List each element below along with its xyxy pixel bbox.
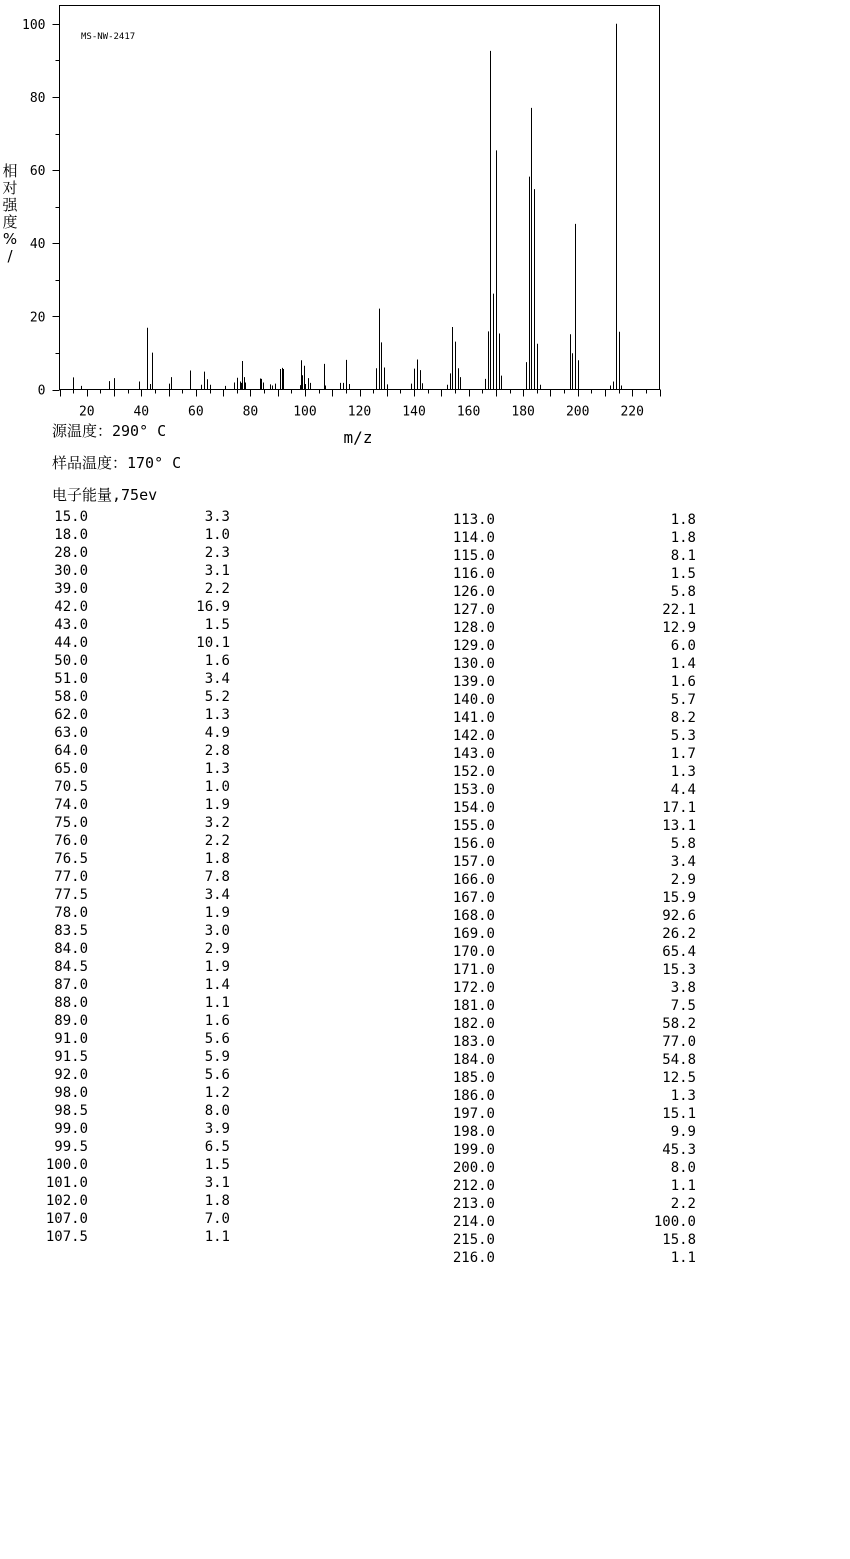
peak-row xyxy=(446,637,706,655)
source-temperature: 源温度：290° C xyxy=(52,422,167,440)
peak-abundance: 5.9 xyxy=(204,1049,230,1065)
peak-abundance: 15.1 xyxy=(662,1106,696,1122)
peak-mz: 167.0 xyxy=(452,890,495,906)
peak-mz: 154.0 xyxy=(452,800,495,816)
peak-row xyxy=(40,1120,240,1138)
peak-abundance: 5.8 xyxy=(670,584,696,600)
peak-abundance: 45.3 xyxy=(662,1142,696,1158)
peak-abundance: 1.6 xyxy=(204,1013,230,1029)
peak-mz: 30.0 xyxy=(54,563,88,579)
peak-mz: 172.0 xyxy=(452,980,495,996)
peak-row xyxy=(446,1087,706,1105)
peak-row xyxy=(40,598,240,616)
peak-row xyxy=(446,1051,706,1069)
peak-row xyxy=(446,547,706,565)
peak-abundance: 3.9 xyxy=(204,1121,230,1137)
peak-row xyxy=(446,871,706,889)
peak-abundance: 3.4 xyxy=(204,671,230,687)
peak-abundance: 1.1 xyxy=(670,1178,696,1194)
peak-abundance: 3.8 xyxy=(670,980,696,996)
peak-abundance: 5.8 xyxy=(670,836,696,852)
peak-abundance: 54.8 xyxy=(662,1052,696,1068)
peak-row xyxy=(40,1030,240,1048)
peak-mz: 197.0 xyxy=(452,1106,495,1122)
peak-abundance: 1.3 xyxy=(670,764,696,780)
peak-mz: 101.0 xyxy=(45,1175,88,1191)
peak-mz: 107.0 xyxy=(45,1211,88,1227)
x-tick-label: 220 xyxy=(620,404,644,420)
peak-mz: 127.0 xyxy=(452,602,495,618)
peak-mz: 84.5 xyxy=(54,959,88,975)
peak-abundance: 26.2 xyxy=(662,926,696,942)
x-tick-label: 80 xyxy=(242,404,259,420)
x-tick-label: 20 xyxy=(78,404,95,420)
electron-energy: 电子能量,75ev xyxy=(52,486,158,504)
peak-row xyxy=(446,655,706,673)
peak-abundance: 15.8 xyxy=(662,1232,696,1248)
peak-abundance: 3.2 xyxy=(204,815,230,831)
peak-mz: 140.0 xyxy=(452,692,495,708)
peak-abundance: 6.5 xyxy=(204,1139,230,1155)
peak-row xyxy=(40,526,240,544)
peak-mz: 213.0 xyxy=(452,1196,495,1212)
x-tick-label: 180 xyxy=(511,404,535,420)
y-tick-label: 20 xyxy=(29,310,46,326)
peak-abundance: 17.1 xyxy=(662,800,696,816)
y-label-char: 相 xyxy=(2,162,18,180)
peak-abundance: 1.8 xyxy=(204,1193,230,1209)
peak-mz: 216.0 xyxy=(452,1250,495,1266)
peak-row xyxy=(40,850,240,868)
peak-mz: 102.0 xyxy=(45,1193,88,1209)
peak-mz: 70.5 xyxy=(54,779,88,795)
peak-mz: 156.0 xyxy=(452,836,495,852)
peak-abundance: 9.9 xyxy=(670,1124,696,1140)
peak-mz: 198.0 xyxy=(452,1124,495,1140)
peak-abundance: 12.5 xyxy=(662,1070,696,1086)
peak-bars xyxy=(74,24,622,390)
peak-row xyxy=(40,994,240,1012)
peak-abundance: 1.1 xyxy=(670,1250,696,1266)
peak-mz: 65.0 xyxy=(54,761,88,777)
peak-abundance: 1.5 xyxy=(204,1157,230,1173)
peak-row xyxy=(40,670,240,688)
y-tick-label: 0 xyxy=(37,383,46,399)
peak-abundance: 92.6 xyxy=(662,908,696,924)
peak-mz: 107.5 xyxy=(45,1229,88,1245)
peak-mz: 83.5 xyxy=(54,923,88,939)
peak-row xyxy=(446,979,706,997)
plot-frame xyxy=(60,6,660,390)
peak-mz: 98.0 xyxy=(54,1085,88,1101)
peak-abundance: 1.3 xyxy=(204,761,230,777)
peak-abundance: 8.1 xyxy=(670,548,696,564)
peak-abundance: 1.0 xyxy=(204,527,230,543)
peak-row xyxy=(40,958,240,976)
peak-row xyxy=(40,706,240,724)
peak-mz: 64.0 xyxy=(54,743,88,759)
peak-row xyxy=(40,1174,240,1192)
peak-abundance: 5.6 xyxy=(204,1067,230,1083)
peak-row xyxy=(446,907,706,925)
peak-abundance: 6.0 xyxy=(670,638,696,654)
x-axis-label: m/z xyxy=(343,428,373,447)
peak-row xyxy=(446,529,706,547)
peak-row xyxy=(446,1213,706,1231)
peak-row xyxy=(40,814,240,832)
peak-abundance: 3.4 xyxy=(204,887,230,903)
peak-mz: 155.0 xyxy=(452,818,495,834)
peak-row xyxy=(40,1102,240,1120)
peak-abundance: 3.1 xyxy=(204,1175,230,1191)
peak-row xyxy=(446,1177,706,1195)
peak-row xyxy=(446,727,706,745)
y-tick-label: 40 xyxy=(29,237,46,253)
peak-row xyxy=(446,781,706,799)
peak-mz: 170.0 xyxy=(452,944,495,960)
peak-row xyxy=(446,1141,706,1159)
y-tick-label: 100 xyxy=(22,17,46,33)
peak-row xyxy=(40,904,240,922)
peak-mz: 200.0 xyxy=(452,1160,495,1176)
peak-row xyxy=(40,1084,240,1102)
peak-abundance: 1.9 xyxy=(204,959,230,975)
peak-abundance: 2.9 xyxy=(670,872,696,888)
peak-abundance: 1.1 xyxy=(204,995,230,1011)
peak-abundance: 3.3 xyxy=(204,509,230,525)
peak-abundance: 1.6 xyxy=(204,653,230,669)
peak-abundance: 1.9 xyxy=(204,905,230,921)
peak-mz: 62.0 xyxy=(54,707,88,723)
peak-row xyxy=(40,652,240,670)
peak-row xyxy=(40,760,240,778)
y-label-char: 强 xyxy=(2,196,18,214)
y-axis-ticks xyxy=(22,18,59,399)
peak-mz: 130.0 xyxy=(452,656,495,672)
peak-row xyxy=(40,1210,240,1228)
peak-mz: 91.0 xyxy=(54,1031,88,1047)
peak-row xyxy=(446,1069,706,1087)
peak-abundance: 1.9 xyxy=(204,797,230,813)
peak-row xyxy=(446,1123,706,1141)
peak-abundance: 22.1 xyxy=(662,602,696,618)
peak-abundance: 3.0 xyxy=(204,923,230,939)
peak-abundance: 1.8 xyxy=(670,512,696,528)
peak-mz: 39.0 xyxy=(54,581,88,597)
x-tick-label: 60 xyxy=(188,404,204,420)
peak-abundance: 16.9 xyxy=(196,599,230,615)
peak-row xyxy=(446,709,706,727)
peak-row xyxy=(40,922,240,940)
peak-abundance: 1.3 xyxy=(204,707,230,723)
peak-mz: 141.0 xyxy=(452,710,495,726)
peak-row xyxy=(446,853,706,871)
peak-row xyxy=(446,925,706,943)
peak-abundance: 2.3 xyxy=(204,545,230,561)
peak-mz: 77.5 xyxy=(54,887,88,903)
x-axis-ticks xyxy=(61,390,661,420)
peak-abundance: 5.6 xyxy=(204,1031,230,1047)
peak-row xyxy=(446,997,706,1015)
peak-mz: 88.0 xyxy=(54,995,88,1011)
peak-mz: 153.0 xyxy=(452,782,495,798)
peak-mz: 171.0 xyxy=(452,962,495,978)
peak-mz: 51.0 xyxy=(54,671,88,687)
peak-abundance: 1.0 xyxy=(204,779,230,795)
peak-abundance: 2.2 xyxy=(204,833,230,849)
peak-row xyxy=(446,1015,706,1033)
peak-row xyxy=(40,868,240,886)
y-label-char: 度 xyxy=(2,213,18,231)
peak-abundance: 7.8 xyxy=(204,869,230,885)
peak-mz: 115.0 xyxy=(452,548,495,564)
peak-abundance: 10.1 xyxy=(196,635,230,651)
peak-abundance: 15.9 xyxy=(662,890,696,906)
mass-spectrum-chart xyxy=(0,0,850,450)
y-label-char: 对 xyxy=(2,179,18,197)
peak-abundance: 100.0 xyxy=(653,1214,696,1230)
peak-mz: 181.0 xyxy=(452,998,495,1014)
peak-row xyxy=(446,1231,706,1249)
peak-abundance: 2.2 xyxy=(204,581,230,597)
peak-mz: 139.0 xyxy=(452,674,495,690)
peak-row xyxy=(446,673,706,691)
peak-abundance: 2.9 xyxy=(204,941,230,957)
peak-abundance: 1.8 xyxy=(204,851,230,867)
peak-abundance: 8.2 xyxy=(670,710,696,726)
peak-row xyxy=(446,943,706,961)
peak-mz: 50.0 xyxy=(54,653,88,669)
peak-row xyxy=(446,835,706,853)
peak-row xyxy=(446,763,706,781)
peak-row xyxy=(40,1228,240,1246)
peak-row xyxy=(40,742,240,760)
peak-row xyxy=(40,778,240,796)
peak-mz: 212.0 xyxy=(452,1178,495,1194)
peak-row xyxy=(446,889,706,907)
peak-abundance: 1.6 xyxy=(670,674,696,690)
peak-mz: 113.0 xyxy=(452,512,495,528)
peak-row xyxy=(446,1249,706,1267)
peak-row xyxy=(40,616,240,634)
peak-abundance: 1.4 xyxy=(204,977,230,993)
peak-mz: 185.0 xyxy=(452,1070,495,1086)
peak-row xyxy=(446,745,706,763)
peak-row xyxy=(446,961,706,979)
peak-row xyxy=(40,508,240,526)
peak-mz: 58.0 xyxy=(54,689,88,705)
x-tick-label: 200 xyxy=(565,404,590,420)
peak-abundance: 1.5 xyxy=(670,566,696,582)
y-tick-label: 60 xyxy=(29,164,46,180)
peak-abundance: 2.8 xyxy=(204,743,230,759)
peak-mz: 92.0 xyxy=(54,1067,88,1083)
peak-mz: 28.0 xyxy=(54,545,88,561)
peak-mz: 116.0 xyxy=(452,566,495,582)
peak-mz: 157.0 xyxy=(452,854,495,870)
peak-mz: 142.0 xyxy=(452,728,495,744)
peak-row xyxy=(446,583,706,601)
peak-mz: 89.0 xyxy=(54,1013,88,1029)
peak-row xyxy=(446,565,706,583)
peak-row xyxy=(40,1192,240,1210)
peak-row xyxy=(40,1012,240,1030)
peak-mz: 168.0 xyxy=(452,908,495,924)
peak-mz: 214.0 xyxy=(452,1214,495,1230)
peak-row xyxy=(40,976,240,994)
peak-mz: 63.0 xyxy=(54,725,88,741)
peak-mz: 99.0 xyxy=(54,1121,88,1137)
peak-mz: 91.5 xyxy=(54,1049,88,1065)
peak-mz: 169.0 xyxy=(452,926,495,942)
peak-mz: 99.5 xyxy=(54,1139,88,1155)
peak-abundance: 65.4 xyxy=(662,944,696,960)
peak-abundance: 5.3 xyxy=(670,728,696,744)
peak-table-left xyxy=(40,508,240,1246)
peak-abundance: 13.1 xyxy=(662,818,696,834)
peak-abundance: 2.2 xyxy=(670,1196,696,1212)
peak-abundance: 1.8 xyxy=(670,530,696,546)
peak-mz: 76.0 xyxy=(54,833,88,849)
peak-mz: 199.0 xyxy=(452,1142,495,1158)
peak-row xyxy=(40,544,240,562)
peak-mz: 215.0 xyxy=(452,1232,495,1248)
peak-row xyxy=(40,1048,240,1066)
peak-mz: 74.0 xyxy=(54,797,88,813)
peak-mz: 126.0 xyxy=(452,584,495,600)
peak-mz: 75.0 xyxy=(54,815,88,831)
peak-mz: 128.0 xyxy=(452,620,495,636)
peak-mz: 100.0 xyxy=(45,1157,88,1173)
x-tick-label: 160 xyxy=(456,404,481,420)
peak-mz: 18.0 xyxy=(54,527,88,543)
peak-row xyxy=(40,634,240,652)
peak-row xyxy=(446,1195,706,1213)
peak-mz: 143.0 xyxy=(452,746,495,762)
peak-mz: 44.0 xyxy=(54,635,88,651)
peak-mz: 152.0 xyxy=(452,764,495,780)
peak-mz: 76.5 xyxy=(54,851,88,867)
peak-abundance: 15.3 xyxy=(662,962,696,978)
peak-abundance: 4.4 xyxy=(670,782,696,798)
peak-mz: 43.0 xyxy=(54,617,88,633)
peak-row xyxy=(446,1033,706,1051)
y-label-char: / xyxy=(7,247,13,265)
peak-mz: 78.0 xyxy=(54,905,88,921)
peak-mz: 183.0 xyxy=(452,1034,495,1050)
peak-row xyxy=(40,1138,240,1156)
y-label-char: % xyxy=(2,230,18,248)
peak-abundance: 7.0 xyxy=(204,1211,230,1227)
peak-abundance: 1.4 xyxy=(670,656,696,672)
peak-abundance: 1.3 xyxy=(670,1088,696,1104)
peak-mz: 84.0 xyxy=(54,941,88,957)
peak-row xyxy=(40,832,240,850)
peak-row xyxy=(40,1066,240,1084)
peak-row xyxy=(40,1156,240,1174)
peak-abundance: 8.0 xyxy=(204,1103,230,1119)
x-tick-label: 100 xyxy=(293,404,317,420)
peak-row xyxy=(446,511,706,529)
spectrum-code: MS-NW-2417 xyxy=(81,32,136,42)
peak-abundance: 1.5 xyxy=(204,617,230,633)
peak-abundance: 4.9 xyxy=(204,725,230,741)
peak-abundance: 1.1 xyxy=(204,1229,230,1245)
peak-mz: 15.0 xyxy=(54,509,88,525)
peak-row xyxy=(40,562,240,580)
peak-row xyxy=(446,1105,706,1123)
peak-abundance: 8.0 xyxy=(670,1160,696,1176)
peak-row xyxy=(446,817,706,835)
peak-row xyxy=(40,796,240,814)
peak-mz: 182.0 xyxy=(452,1016,495,1032)
peak-abundance: 1.2 xyxy=(204,1085,230,1101)
peak-abundance: 3.4 xyxy=(670,854,696,870)
peak-abundance: 77.0 xyxy=(662,1034,696,1050)
peak-abundance: 3.1 xyxy=(204,563,230,579)
peak-row xyxy=(40,940,240,958)
peak-abundance: 58.2 xyxy=(662,1016,696,1032)
peak-abundance: 12.9 xyxy=(662,620,696,636)
peak-abundance: 5.7 xyxy=(670,692,696,708)
peak-mz: 186.0 xyxy=(452,1088,495,1104)
peak-abundance: 5.2 xyxy=(204,689,230,705)
x-tick-label: 120 xyxy=(347,404,372,420)
peak-row xyxy=(446,691,706,709)
peak-row xyxy=(40,580,240,598)
peak-row xyxy=(446,799,706,817)
peak-abundance: 1.7 xyxy=(670,746,696,762)
x-tick-label: 140 xyxy=(402,404,426,420)
y-axis-label xyxy=(2,162,18,265)
y-tick-label: 80 xyxy=(29,90,46,106)
peak-mz: 42.0 xyxy=(54,599,88,615)
peak-mz: 114.0 xyxy=(452,530,495,546)
x-tick-label: 40 xyxy=(133,404,150,420)
peak-row xyxy=(40,724,240,742)
peak-row xyxy=(446,1159,706,1177)
peak-row xyxy=(40,688,240,706)
peak-mz: 98.5 xyxy=(54,1103,88,1119)
peak-mz: 87.0 xyxy=(54,977,88,993)
peak-mz: 77.0 xyxy=(54,869,88,885)
peak-mz: 184.0 xyxy=(452,1052,495,1068)
peak-mz: 166.0 xyxy=(452,872,495,888)
peak-row xyxy=(446,601,706,619)
peak-row xyxy=(446,619,706,637)
peak-mz: 129.0 xyxy=(452,638,495,654)
sample-temperature: 样品温度：170° C xyxy=(52,454,182,472)
peak-table-right xyxy=(446,511,706,1267)
peak-row xyxy=(40,886,240,904)
peak-abundance: 7.5 xyxy=(670,998,696,1014)
